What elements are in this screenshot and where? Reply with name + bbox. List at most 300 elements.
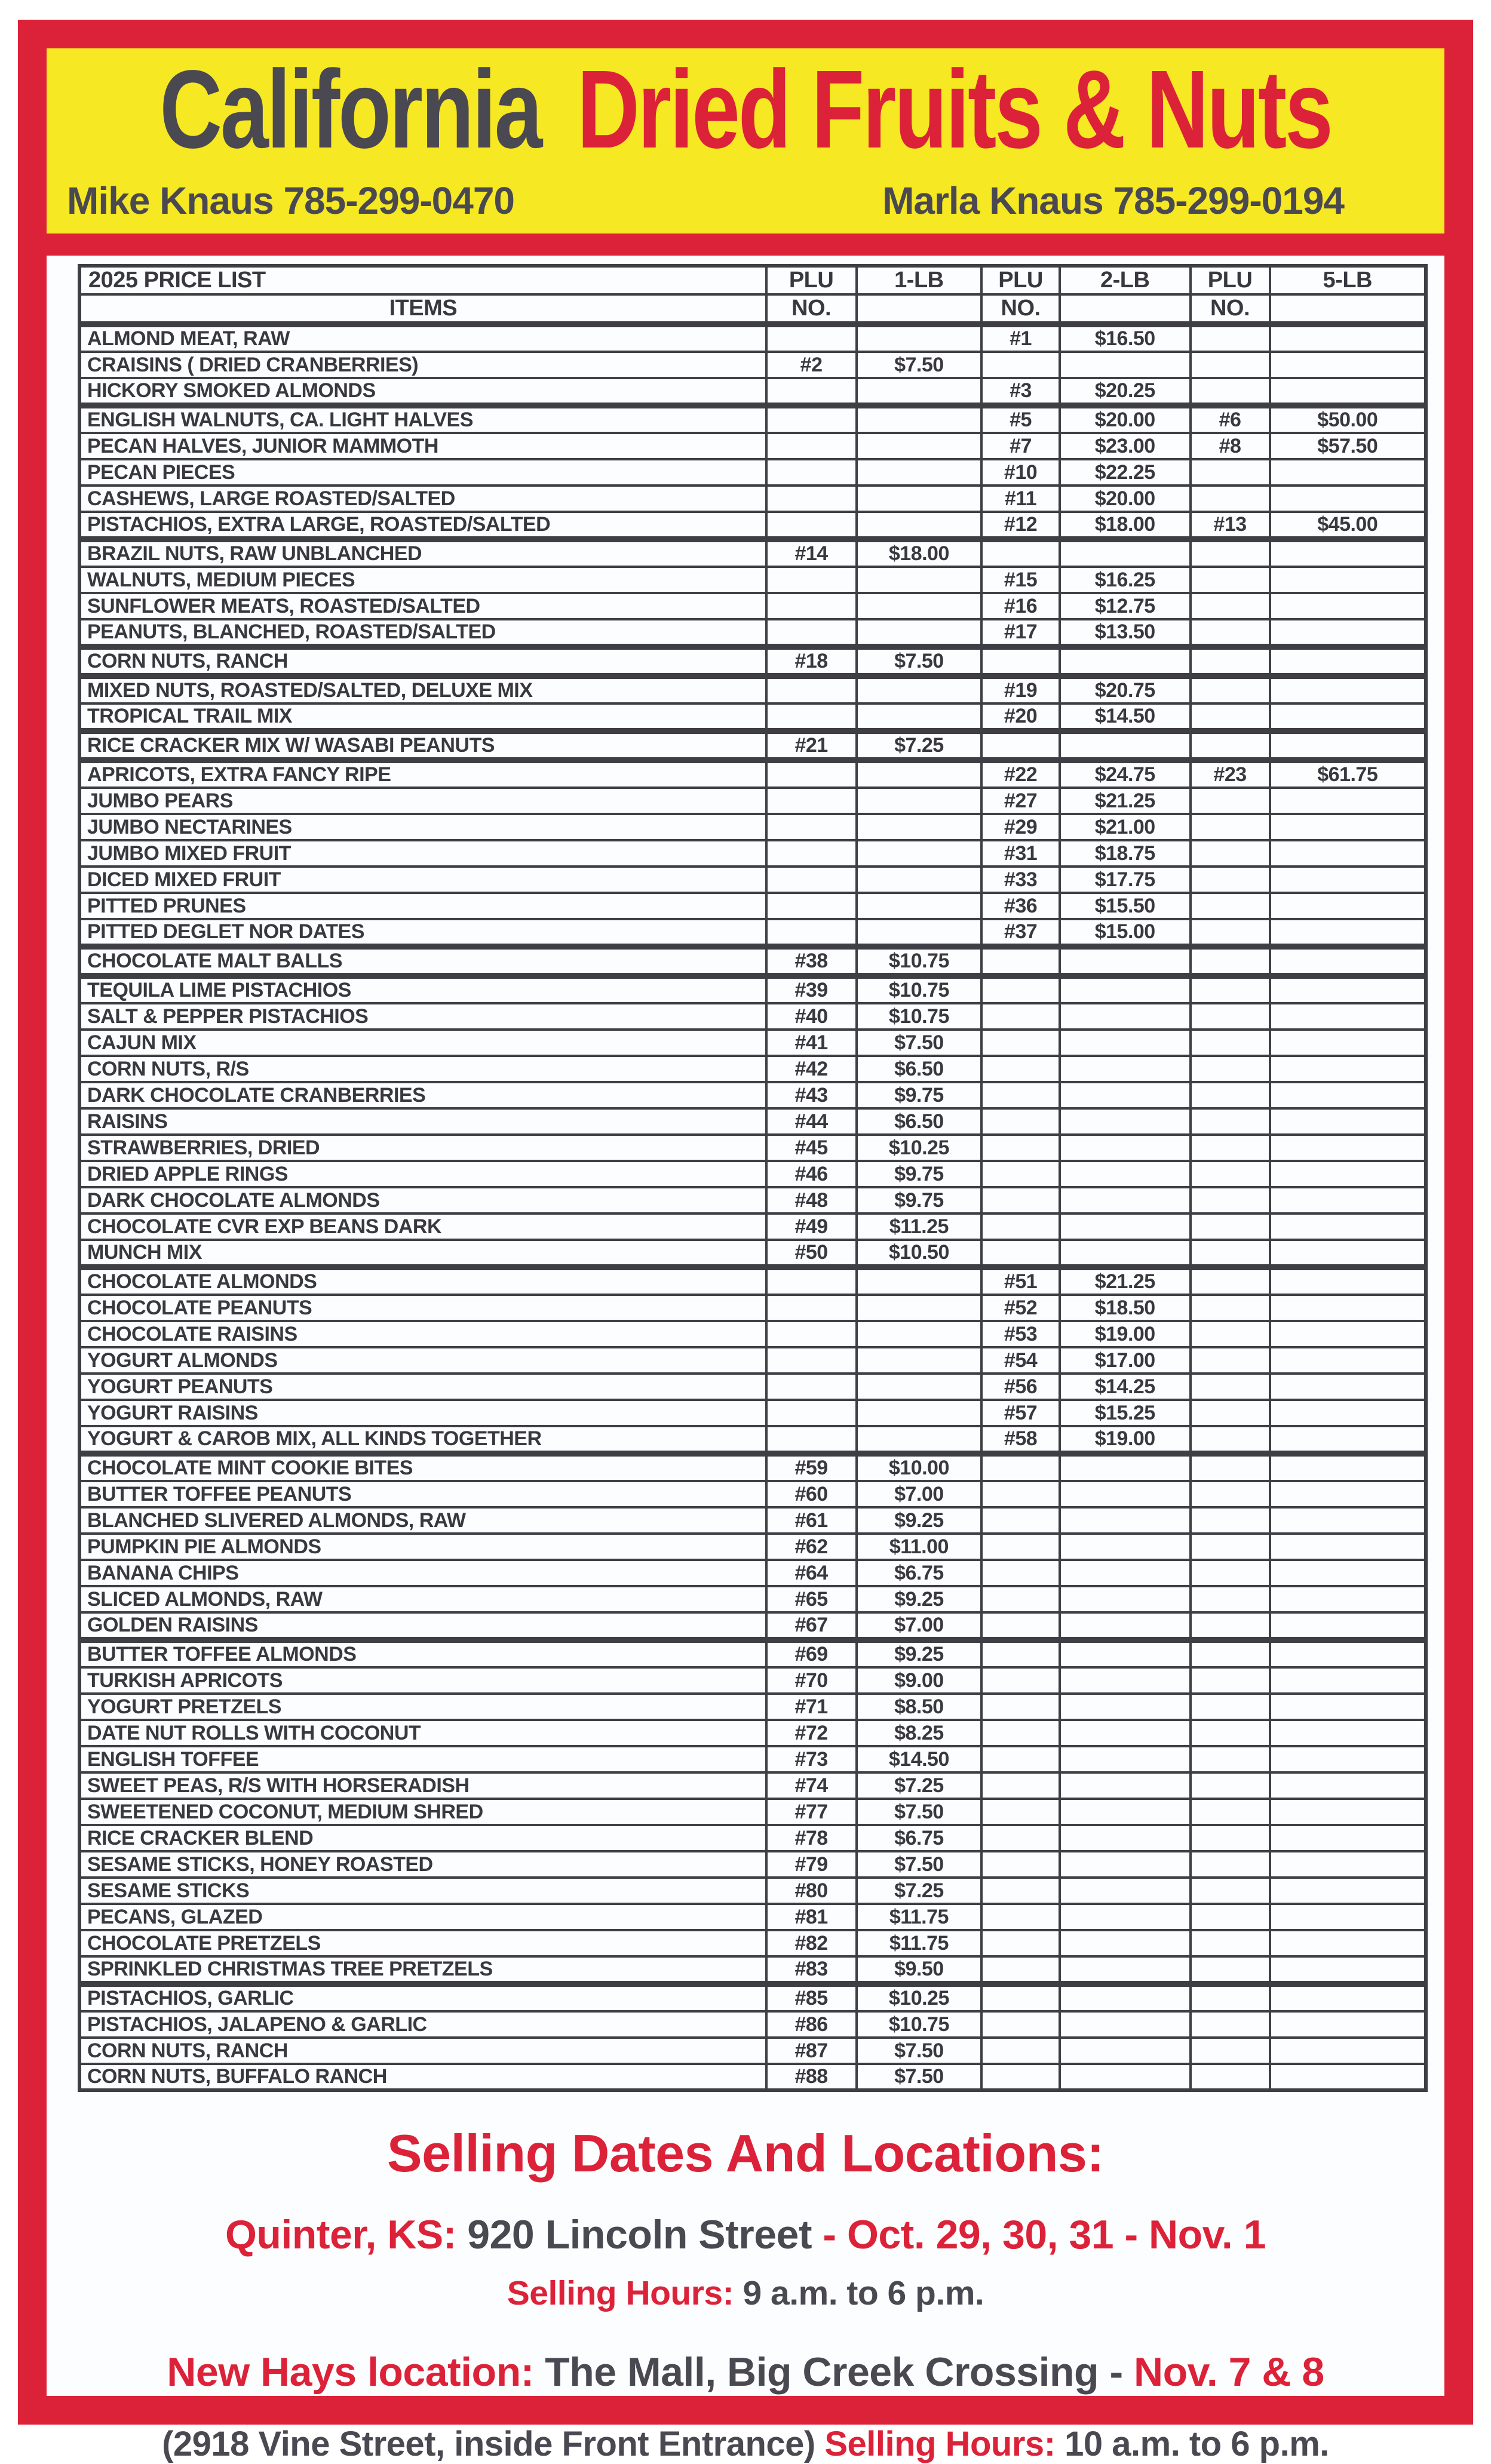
item-cell: TURKISH APRICOTS xyxy=(79,1667,766,1694)
table-row xyxy=(79,405,1426,433)
table-row xyxy=(79,1213,1426,1240)
item-cell: PECANS, GLAZED xyxy=(79,1904,766,1930)
price-5lb-cell xyxy=(1270,976,1426,1003)
price-1lb-cell xyxy=(857,814,982,840)
table-row xyxy=(79,1904,1426,1930)
plu-2lb-cell xyxy=(981,1534,1060,1560)
plu-5lb-cell xyxy=(1191,1056,1270,1082)
table-row xyxy=(79,433,1426,459)
plu-5lb-cell xyxy=(1191,539,1270,567)
plu-2lb-cell xyxy=(981,1213,1060,1240)
item-cell: CHOCOLATE CVR EXP BEANS DARK xyxy=(79,1213,766,1240)
price-1lb-cell: $11.75 xyxy=(857,1904,982,1930)
price-2lb-cell: $17.00 xyxy=(1060,1347,1191,1374)
table-row xyxy=(79,1295,1426,1321)
price-5lb-cell xyxy=(1270,1878,1426,1904)
col-5lb-header: 5-LB xyxy=(1270,266,1426,294)
plu-2lb-cell xyxy=(981,1772,1060,1799)
plu-5lb-cell xyxy=(1191,1612,1270,1640)
price-1lb-cell: $7.50 xyxy=(857,2064,982,2090)
price-2lb-cell xyxy=(1060,1851,1191,1878)
selling-hours-value-2: 10 a.m. to 6 p.m. xyxy=(1064,2425,1329,2463)
hays-street-note: (2918 Vine Street, inside Front Entrance) xyxy=(162,2425,825,2463)
price-5lb-cell xyxy=(1270,1030,1426,1056)
price-2lb-cell xyxy=(1060,1454,1191,1481)
plu-5lb-cell xyxy=(1191,2011,1270,2038)
table-row xyxy=(79,1694,1426,1720)
table-row xyxy=(79,1267,1426,1295)
table-row xyxy=(79,486,1426,512)
plu-2lb-cell xyxy=(981,1003,1060,1030)
plu-2lb-cell xyxy=(981,976,1060,1003)
plu-2lb-cell: #12 xyxy=(981,512,1060,539)
price-2lb-cell xyxy=(1060,976,1191,1003)
item-cell: YOGURT ALMONDS xyxy=(79,1347,766,1374)
price-2lb-cell xyxy=(1060,1213,1191,1240)
table-row xyxy=(79,1135,1426,1161)
item-cell: CASHEWS, LARGE ROASTED/SALTED xyxy=(79,486,766,512)
quinter-label: Quinter, KS: xyxy=(225,2212,468,2257)
header-row-top xyxy=(79,266,1426,294)
item-cell: JUMBO PEARS xyxy=(79,788,766,814)
price-5lb-cell xyxy=(1270,919,1426,947)
col-1lb-header: 1-LB xyxy=(857,266,982,294)
item-cell: MUNCH MIX xyxy=(79,1240,766,1267)
table-row xyxy=(79,1481,1426,1507)
plu-1lb-cell xyxy=(766,703,857,731)
plu-5lb-cell xyxy=(1191,1003,1270,1030)
price-2lb-cell: $18.50 xyxy=(1060,1295,1191,1321)
price-1lb-cell: $9.25 xyxy=(857,1586,982,1612)
item-cell: YOGURT & CAROB MIX, ALL KINDS TOGETHER xyxy=(79,1426,766,1454)
table-row xyxy=(79,1056,1426,1082)
plu-5lb-cell: #13 xyxy=(1191,512,1270,539)
red-frame xyxy=(18,20,1473,2463)
plu-2lb-cell xyxy=(981,1030,1060,1056)
table-row xyxy=(79,1772,1426,1799)
item-cell: YOGURT PEANUTS xyxy=(79,1374,766,1400)
plu-1lb-cell xyxy=(766,593,857,619)
price-5lb-cell xyxy=(1270,1667,1426,1694)
plu-1lb-cell xyxy=(766,1267,857,1295)
plu-1lb-cell: #49 xyxy=(766,1213,857,1240)
item-cell: DICED MIXED FRUIT xyxy=(79,867,766,893)
plu-1lb-cell: #60 xyxy=(766,1481,857,1507)
table-row xyxy=(79,1930,1426,1956)
plu-1lb-cell: #74 xyxy=(766,1772,857,1799)
plu-1lb-cell: #39 xyxy=(766,976,857,1003)
plu-2lb-cell: #3 xyxy=(981,378,1060,405)
price-2lb-cell xyxy=(1060,1135,1191,1161)
plu-5lb-cell xyxy=(1191,731,1270,760)
plu-1lb-cell: #86 xyxy=(766,2011,857,2038)
plu-5lb-cell xyxy=(1191,1454,1270,1481)
price-5lb-cell xyxy=(1270,1454,1426,1481)
price-1lb-cell: $7.50 xyxy=(857,2038,982,2064)
plu-5lb-cell xyxy=(1191,1534,1270,1560)
plu-5lb-cell xyxy=(1191,1295,1270,1321)
table-row xyxy=(79,2038,1426,2064)
plu-2lb-cell xyxy=(981,1930,1060,1956)
plu-2lb-cell: #53 xyxy=(981,1321,1060,1347)
plu-5lb-cell xyxy=(1191,1799,1270,1825)
plu-5lb-cell xyxy=(1191,1720,1270,1746)
price-5lb-cell xyxy=(1270,1082,1426,1108)
price-2lb-cell: $24.75 xyxy=(1060,760,1191,788)
plu-5lb-cell xyxy=(1191,1240,1270,1267)
item-cell: CHOCOLATE ALMONDS xyxy=(79,1267,766,1295)
plu-2lb-cell: #58 xyxy=(981,1426,1060,1454)
plu-1lb-cell xyxy=(766,1321,857,1347)
table-row xyxy=(79,731,1426,760)
plu-5lb-cell xyxy=(1191,1400,1270,1426)
plu-5lb-cell xyxy=(1191,2064,1270,2090)
plu-2lb-cell xyxy=(981,1612,1060,1640)
item-cell: CRAISINS ( DRIED CRANBERRIES) xyxy=(79,352,766,378)
price-table-body xyxy=(79,324,1426,2090)
price-1lb-cell xyxy=(857,1295,982,1321)
plu-2lb-cell: #10 xyxy=(981,459,1060,486)
price-1lb-cell xyxy=(857,703,982,731)
price-2lb-cell xyxy=(1060,1640,1191,1667)
item-cell: PISTACHIOS, JALAPENO & GARLIC xyxy=(79,2011,766,2038)
plu-2lb-cell: #51 xyxy=(981,1267,1060,1295)
price-1lb-cell xyxy=(857,893,982,919)
no-header-1: NO. xyxy=(766,294,857,324)
price-1lb-cell: $6.50 xyxy=(857,1108,982,1135)
col-2lb-header: 2-LB xyxy=(1060,266,1191,294)
price-1lb-cell: $14.50 xyxy=(857,1746,982,1772)
plu-2lb-cell xyxy=(981,1984,1060,2011)
price-2lb-cell: $20.00 xyxy=(1060,405,1191,433)
plu-2lb-cell xyxy=(981,2038,1060,2064)
item-cell: BLANCHED SLIVERED ALMONDS, RAW xyxy=(79,1507,766,1534)
price-5lb-cell xyxy=(1270,1507,1426,1534)
table-row xyxy=(79,1534,1426,1560)
price-5lb-cell xyxy=(1270,1187,1426,1213)
plu-1lb-cell: #85 xyxy=(766,1984,857,2011)
price-2lb-cell xyxy=(1060,1560,1191,1586)
plu-1lb-cell: #70 xyxy=(766,1667,857,1694)
selling-hours-value-1: 9 a.m. to 6 p.m. xyxy=(743,2274,984,2312)
price-1lb-cell: $11.00 xyxy=(857,1534,982,1560)
price-2lb-cell: $18.75 xyxy=(1060,840,1191,867)
plu-1lb-cell: #46 xyxy=(766,1161,857,1187)
plu-5lb-cell xyxy=(1191,1904,1270,1930)
plu-1lb-cell: #69 xyxy=(766,1640,857,1667)
price-2lb-cell xyxy=(1060,1030,1191,1056)
plu-2lb-cell xyxy=(981,1082,1060,1108)
plu-header-2: PLU xyxy=(981,266,1060,294)
plu-2lb-cell xyxy=(981,1640,1060,1667)
price-5lb-cell xyxy=(1270,1374,1426,1400)
table-row xyxy=(79,1640,1426,1667)
plu-5lb-cell xyxy=(1191,593,1270,619)
plu-5lb-cell xyxy=(1191,1082,1270,1108)
price-2lb-cell: $21.25 xyxy=(1060,1267,1191,1295)
plu-1lb-cell: #78 xyxy=(766,1825,857,1851)
plu-2lb-cell xyxy=(981,1481,1060,1507)
plu-5lb-cell xyxy=(1191,703,1270,731)
plu-1lb-cell: #42 xyxy=(766,1056,857,1082)
plu-1lb-cell xyxy=(766,1400,857,1426)
item-cell: WALNUTS, MEDIUM PIECES xyxy=(79,567,766,593)
price-1lb-cell: $7.50 xyxy=(857,352,982,378)
item-cell: CHOCOLATE MALT BALLS xyxy=(79,947,766,976)
price-1lb-cell xyxy=(857,676,982,703)
price-1lb-cell: $10.75 xyxy=(857,1003,982,1030)
price-2lb-cell: $21.00 xyxy=(1060,814,1191,840)
plu-2lb-cell xyxy=(981,352,1060,378)
item-cell: SALT & PEPPER PISTACHIOS xyxy=(79,1003,766,1030)
plu-1lb-cell xyxy=(766,788,857,814)
plu-2lb-cell xyxy=(981,1851,1060,1878)
plu-2lb-cell: #52 xyxy=(981,1295,1060,1321)
plu-1lb-cell xyxy=(766,1347,857,1374)
price-5lb-cell xyxy=(1270,324,1426,352)
price-1lb-cell: $6.50 xyxy=(857,1056,982,1082)
price-1lb-cell: $9.75 xyxy=(857,1187,982,1213)
price-1lb-cell: $7.00 xyxy=(857,1481,982,1507)
plu-2lb-cell: #7 xyxy=(981,433,1060,459)
price-2lb-cell: $23.00 xyxy=(1060,433,1191,459)
hays-hours-line xyxy=(47,2424,1444,2464)
plu-5lb-cell xyxy=(1191,1426,1270,1454)
price-2lb-cell: $18.00 xyxy=(1060,512,1191,539)
price-1lb-cell: $11.75 xyxy=(857,1930,982,1956)
item-cell: SLICED ALMONDS, RAW xyxy=(79,1586,766,1612)
price-5lb-cell xyxy=(1270,1240,1426,1267)
price-5lb-cell xyxy=(1270,788,1426,814)
brand-title xyxy=(159,48,1332,171)
price-2lb-cell xyxy=(1060,1003,1191,1030)
table-row xyxy=(79,593,1426,619)
price-5lb-cell xyxy=(1270,593,1426,619)
price-2lb-cell xyxy=(1060,1694,1191,1720)
price-1lb-cell: $7.25 xyxy=(857,1772,982,1799)
price-1lb-cell xyxy=(857,405,982,433)
plu-1lb-cell xyxy=(766,433,857,459)
price-2lb-cell: $21.25 xyxy=(1060,788,1191,814)
item-cell: TROPICAL TRAIL MIX xyxy=(79,703,766,731)
plu-2lb-cell xyxy=(981,1586,1060,1612)
quinter-dates: - Oct. 29, 30, 31 - Nov. 1 xyxy=(823,2212,1266,2257)
plu-1lb-cell: #41 xyxy=(766,1030,857,1056)
price-5lb-cell xyxy=(1270,2038,1426,2064)
table-row xyxy=(79,1746,1426,1772)
price-2lb-cell xyxy=(1060,1904,1191,1930)
plu-5lb-cell xyxy=(1191,2038,1270,2064)
plu-1lb-cell xyxy=(766,814,857,840)
plu-5lb-cell xyxy=(1191,840,1270,867)
item-cell: PITTED PRUNES xyxy=(79,893,766,919)
price-2lb-cell: $15.25 xyxy=(1060,1400,1191,1426)
price-2lb-cell xyxy=(1060,1534,1191,1560)
item-cell: CHOCOLATE RAISINS xyxy=(79,1321,766,1347)
plu-1lb-cell: #50 xyxy=(766,1240,857,1267)
table-row xyxy=(79,324,1426,352)
price-1lb-cell: $7.25 xyxy=(857,731,982,760)
item-cell: STRAWBERRIES, DRIED xyxy=(79,1135,766,1161)
item-cell: DATE NUT ROLLS WITH COCONUT xyxy=(79,1720,766,1746)
plu-1lb-cell xyxy=(766,1295,857,1321)
price-1lb-cell: $7.50 xyxy=(857,1851,982,1878)
table-row xyxy=(79,919,1426,947)
price-1lb-cell xyxy=(857,1374,982,1400)
plu-2lb-cell xyxy=(981,1799,1060,1825)
table-row xyxy=(79,703,1426,731)
price-5lb-cell xyxy=(1270,1560,1426,1586)
plu-5lb-cell xyxy=(1191,1135,1270,1161)
plu-header-1: PLU xyxy=(766,266,857,294)
plu-1lb-cell: #61 xyxy=(766,1507,857,1534)
plu-5lb-cell xyxy=(1191,1825,1270,1851)
plu-1lb-cell: #82 xyxy=(766,1930,857,1956)
table-row xyxy=(79,619,1426,647)
price-5lb-cell xyxy=(1270,1400,1426,1426)
price-1lb-cell: $10.25 xyxy=(857,1984,982,2011)
plu-5lb-cell xyxy=(1191,947,1270,976)
price-2lb-cell xyxy=(1060,2038,1191,2064)
plu-5lb-cell xyxy=(1191,1481,1270,1507)
plu-2lb-cell xyxy=(981,1956,1060,1984)
price-2lb-cell xyxy=(1060,1772,1191,1799)
item-cell: CHOCOLATE PEANUTS xyxy=(79,1295,766,1321)
price-2lb-cell xyxy=(1060,1667,1191,1694)
content-area xyxy=(47,256,1444,2463)
price-5lb-cell xyxy=(1270,2011,1426,2038)
plu-5lb-cell xyxy=(1191,1956,1270,1984)
price-2lb-cell: $14.50 xyxy=(1060,703,1191,731)
table-row xyxy=(79,1321,1426,1347)
plu-1lb-cell xyxy=(766,512,857,539)
item-cell: YOGURT RAISINS xyxy=(79,1400,766,1426)
price-1lb-cell xyxy=(857,760,982,788)
price-2lb-cell: $19.00 xyxy=(1060,1321,1191,1347)
table-row xyxy=(79,1720,1426,1746)
price-1lb-cell xyxy=(857,1347,982,1374)
plu-5lb-cell xyxy=(1191,1507,1270,1534)
price-5lb-cell xyxy=(1270,619,1426,647)
price-1lb-cell xyxy=(857,433,982,459)
item-cell: CORN NUTS, RANCH xyxy=(79,647,766,676)
table-row xyxy=(79,1984,1426,2011)
table-row xyxy=(79,567,1426,593)
plu-1lb-cell: #72 xyxy=(766,1720,857,1746)
plu-5lb-cell xyxy=(1191,1108,1270,1135)
plu-5lb-cell xyxy=(1191,919,1270,947)
item-cell: GOLDEN RAISINS xyxy=(79,1612,766,1640)
item-cell: CHOCOLATE PRETZELS xyxy=(79,1930,766,1956)
price-5lb-cell xyxy=(1270,647,1426,676)
price-5lb-cell xyxy=(1270,1799,1426,1825)
plu-1lb-cell: #67 xyxy=(766,1612,857,1640)
table-row xyxy=(79,1799,1426,1825)
table-row xyxy=(79,947,1426,976)
plu-1lb-cell xyxy=(766,459,857,486)
item-cell: ALMOND MEAT, RAW xyxy=(79,324,766,352)
price-1lb-cell: $9.50 xyxy=(857,1956,982,1984)
plu-5lb-cell xyxy=(1191,647,1270,676)
price-2lb-cell: $15.00 xyxy=(1060,919,1191,947)
price-5lb-cell xyxy=(1270,947,1426,976)
plu-2lb-cell xyxy=(981,1454,1060,1481)
price-2lb-cell: $15.50 xyxy=(1060,893,1191,919)
price-1lb-cell xyxy=(857,1267,982,1295)
item-cell: CORN NUTS, RANCH xyxy=(79,2038,766,2064)
plu-2lb-cell: #22 xyxy=(981,760,1060,788)
plu-1lb-cell: #14 xyxy=(766,539,857,567)
plu-1lb-cell: #45 xyxy=(766,1135,857,1161)
price-2lb-cell xyxy=(1060,1984,1191,2011)
item-cell: PISTACHIOS, EXTRA LARGE, ROASTED/SALTED xyxy=(79,512,766,539)
table-row xyxy=(79,788,1426,814)
item-cell: CHOCOLATE MINT COOKIE BITES xyxy=(79,1454,766,1481)
price-2lb-cell xyxy=(1060,947,1191,976)
price-1lb-cell: $9.00 xyxy=(857,1667,982,1694)
price-2lb-cell xyxy=(1060,1720,1191,1746)
price-2lb-cell: $20.00 xyxy=(1060,486,1191,512)
plu-2lb-cell xyxy=(981,1560,1060,1586)
price-1lb-cell xyxy=(857,324,982,352)
price-5lb-cell xyxy=(1270,676,1426,703)
price-2lb-cell xyxy=(1060,1956,1191,1984)
plu-5lb-cell xyxy=(1191,1161,1270,1187)
plu-5lb-cell xyxy=(1191,1321,1270,1347)
price-5lb-cell xyxy=(1270,1161,1426,1187)
table-row xyxy=(79,1586,1426,1612)
table-row xyxy=(79,840,1426,867)
plu-5lb-cell xyxy=(1191,1640,1270,1667)
item-cell: SESAME STICKS xyxy=(79,1878,766,1904)
price-table-header xyxy=(79,266,1426,324)
price-list-title: 2025 PRICE LIST xyxy=(79,266,766,294)
plu-2lb-cell xyxy=(981,1667,1060,1694)
price-5lb-cell xyxy=(1270,1586,1426,1612)
price-5lb-cell xyxy=(1270,1984,1426,2011)
table-row xyxy=(79,1187,1426,1213)
table-row xyxy=(79,893,1426,919)
contact-line xyxy=(47,179,1444,223)
plu-1lb-cell xyxy=(766,919,857,947)
price-2lb-cell xyxy=(1060,2011,1191,2038)
price-1lb-cell: $10.00 xyxy=(857,1454,982,1481)
plu-1lb-cell xyxy=(766,760,857,788)
plu-2lb-cell: #57 xyxy=(981,1400,1060,1426)
item-cell: RICE CRACKER MIX W/ WASABI PEANUTS xyxy=(79,731,766,760)
plu-2lb-cell: #11 xyxy=(981,486,1060,512)
item-cell: SUNFLOWER MEATS, ROASTED/SALTED xyxy=(79,593,766,619)
price-5lb-cell xyxy=(1270,459,1426,486)
price-5lb-cell xyxy=(1270,1534,1426,1560)
price-1lb-cell xyxy=(857,593,982,619)
plu-5lb-cell xyxy=(1191,1667,1270,1694)
price-5lb-cell xyxy=(1270,1825,1426,1851)
plu-1lb-cell: #65 xyxy=(766,1586,857,1612)
plu-5lb-cell xyxy=(1191,324,1270,352)
price-2lb-cell xyxy=(1060,539,1191,567)
price-1lb-cell xyxy=(857,1321,982,1347)
price-1lb-cell: $8.25 xyxy=(857,1720,982,1746)
price-1lb-cell: $10.75 xyxy=(857,947,982,976)
plu-1lb-cell: #40 xyxy=(766,1003,857,1030)
price-1lb-cell xyxy=(857,919,982,947)
price-5lb-cell xyxy=(1270,1904,1426,1930)
plu-1lb-cell: #44 xyxy=(766,1108,857,1135)
plu-5lb-cell xyxy=(1191,1930,1270,1956)
plu-1lb-cell: #80 xyxy=(766,1878,857,1904)
plu-header-3: PLU xyxy=(1191,266,1270,294)
